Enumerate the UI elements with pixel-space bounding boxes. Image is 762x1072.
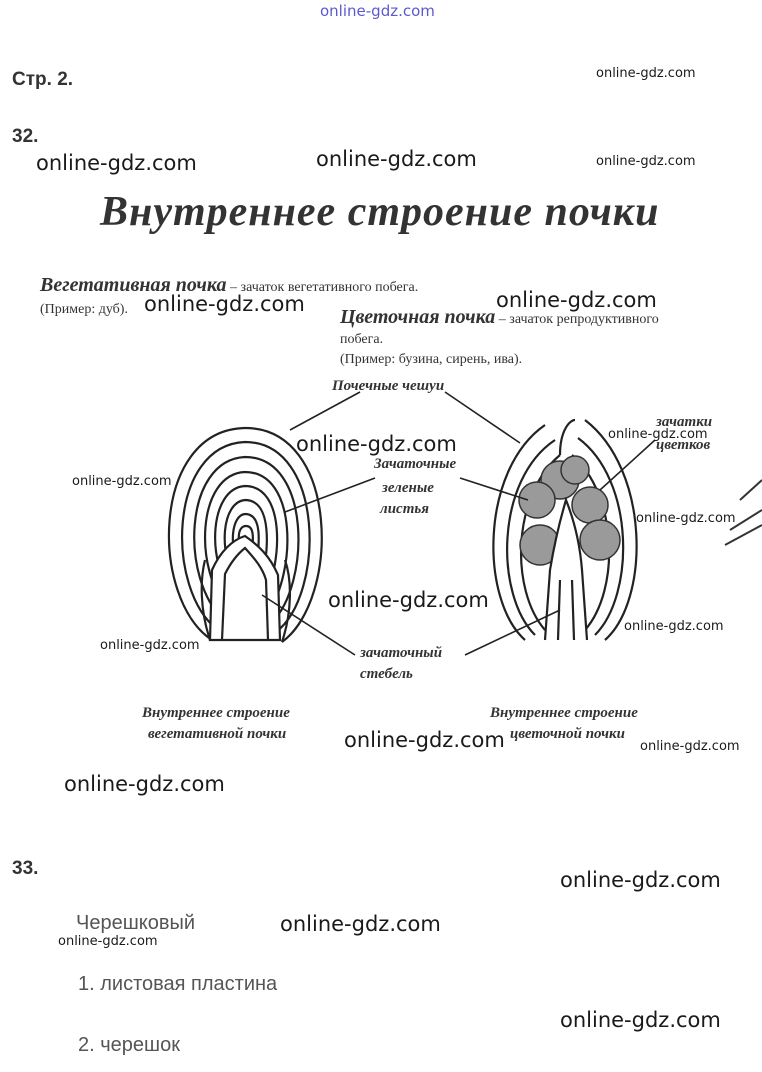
caption-vegetative-1: Внутреннее строение — [142, 705, 290, 721]
flower-bud-desc: – зачаток репродуктивного — [495, 312, 659, 327]
vegetative-bud-drawing — [169, 428, 322, 642]
vegetative-bud-desc: – зачаток вегетативного побега. — [226, 280, 419, 295]
leaf-part-2: 2. черешок — [78, 1034, 180, 1056]
label-flowers-2: цветков — [656, 437, 711, 453]
watermark: online-gdz.com — [624, 619, 724, 634]
watermark: online-gdz.com — [296, 432, 457, 456]
label-stem-2: стебель — [360, 666, 413, 682]
diagram-title: Внутреннее строение почки — [100, 189, 660, 235]
watermark: online-gdz.com — [144, 292, 305, 316]
label-flowers-1: зачатки — [656, 414, 713, 430]
leaf-part-1: 1. листовая пластина — [78, 973, 278, 995]
label-leaves-2: зеленые — [382, 480, 434, 496]
watermark: online-gdz.com — [608, 427, 708, 442]
watermark: online-gdz.com — [64, 772, 225, 796]
flower-bud-desc-cont: побега. — [340, 332, 384, 347]
watermark: online-gdz.com — [328, 588, 489, 612]
watermark: online-gdz.com — [636, 511, 736, 526]
leaf-type-answer: Черешковый — [76, 912, 196, 934]
flower-bud-name: Цветочная почка — [340, 306, 496, 328]
caption-flower-2: цветочной почки — [510, 726, 625, 742]
watermark: online-gdz.com — [72, 474, 172, 489]
task-32-number: 32. — [12, 126, 39, 147]
task-33-number: 33. — [12, 858, 39, 879]
watermark: online-gdz.com — [496, 288, 657, 312]
watermark: online-gdz.com — [560, 1008, 721, 1032]
flower-bud-example: (Пример: бузина, сирень, ива). — [340, 352, 523, 367]
watermark: online-gdz.com — [36, 151, 197, 175]
watermark: online-gdz.com — [316, 147, 477, 171]
page-heading: Стр. 2. — [12, 69, 74, 90]
watermark: online-gdz.com — [280, 912, 441, 936]
caption-vegetative-2: вегетативной почки — [148, 726, 287, 742]
label-leaves-1: Зачаточные — [374, 456, 457, 472]
label-leaves-3: листья — [380, 501, 429, 517]
label-bud-scales: Почечные чешуи — [332, 378, 445, 394]
flower-bud-drawing — [493, 420, 636, 640]
watermark: online-gdz.com — [560, 868, 721, 892]
vegetative-bud-example: (Пример: дуб). — [40, 302, 128, 317]
watermark: online-gdz.com — [640, 739, 740, 754]
watermark: online-gdz.com — [596, 154, 696, 169]
watermark: online-gdz.com — [596, 66, 696, 81]
caption-flower-1: Внутреннее строение — [490, 705, 638, 721]
label-stem-1: зачаточный — [360, 645, 443, 661]
top-watermark: online-gdz.com — [320, 2, 435, 20]
watermark: online-gdz.com — [58, 934, 158, 949]
watermark: online-gdz.com — [100, 638, 200, 653]
watermark: online-gdz.com — [344, 728, 505, 752]
vegetative-bud-name: Вегетативная почка — [40, 274, 227, 296]
